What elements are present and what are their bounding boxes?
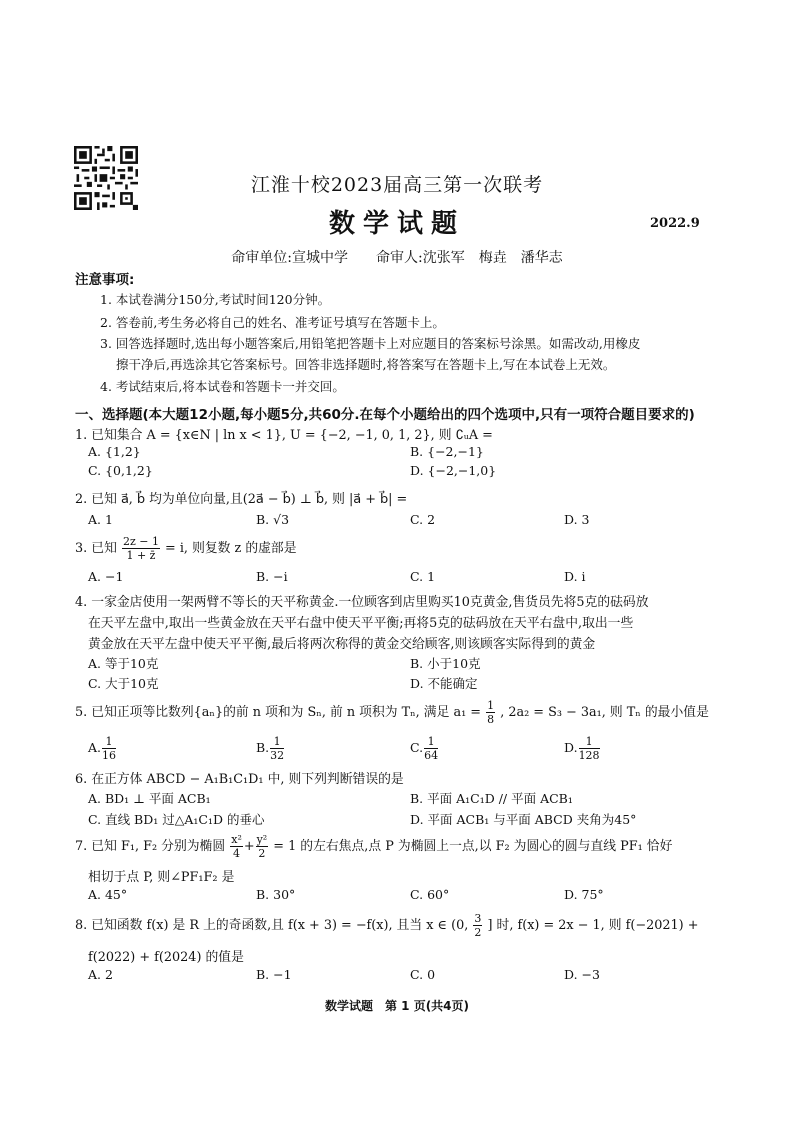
notice-heading: 注意事项: bbox=[75, 272, 135, 288]
q3-option-a: A. −1 bbox=[88, 569, 124, 584]
q3-frac-num: 2z − 1 bbox=[122, 535, 159, 548]
q5-frac-num: 1 bbox=[487, 699, 495, 712]
question-4-stem-line-3: 黄金放在天平左盘中使天平平衡,最后将两次称得的黄金交给顾客,则该顾客实际得到的黄金 bbox=[88, 637, 596, 652]
q4-option-c: C. 大于10克 bbox=[88, 676, 159, 691]
q3-fraction bbox=[122, 536, 160, 561]
q8-option-c: C. 0 bbox=[410, 967, 436, 982]
q8-option-b: B. −1 bbox=[256, 967, 292, 982]
q7-option-d: D. 75° bbox=[564, 887, 604, 902]
q7-option-c: C. 60° bbox=[410, 887, 450, 902]
q5-b-den: 32 bbox=[270, 749, 285, 762]
q3-option-b: B. −i bbox=[256, 569, 288, 584]
exam-name: 江淮十校2023届高三第一次联考 bbox=[250, 174, 544, 196]
q5-c-num: 1 bbox=[424, 736, 438, 749]
notice-item-1: 1. 本试卷满分150分,考试时间120分钟。 bbox=[100, 292, 331, 307]
q5-a-num: 1 bbox=[102, 736, 116, 749]
q5-option-c bbox=[410, 736, 439, 761]
q5-option-d-label: D. bbox=[564, 740, 578, 755]
q5-b-num: 1 bbox=[270, 736, 284, 749]
question-7-stem: 7. 已知 F₁, F₂ 分别为椭圆 $\frac{\text{x²}}{4}$ + $\frac{\text{y²}}{2}$ = 1 的左右焦点,点 P 为椭圆上一点,以 F₂ 为圆心的圆与直线 PF₁ 恰好 bbox=[75, 833, 673, 860]
q5-d-num: 1 bbox=[579, 736, 600, 749]
q7-frac-x-den: 4 bbox=[233, 847, 241, 860]
q8-frac-den: 2 bbox=[474, 926, 482, 939]
question-2-stem: 2. 已知 a⃗, b⃗ 均为单位向量,且(2a⃗ − b⃗) ⊥ b⃗, 则 |a⃗ + b⃗| = bbox=[75, 492, 408, 507]
q1-option-b: B. {−2,−1} bbox=[410, 444, 484, 459]
q8-frac-num: 3 bbox=[474, 912, 482, 925]
q6-option-b: B. 平面 A₁C₁D // 平面 ACB₁ bbox=[410, 791, 573, 806]
q8-option-a: A. 2 bbox=[88, 967, 113, 982]
q5-option-c-fraction bbox=[424, 736, 438, 761]
q5-option-a-label: A. bbox=[88, 740, 102, 755]
q3-option-d: D. i bbox=[564, 569, 586, 584]
q5-option-a bbox=[88, 736, 117, 761]
exam-date: 2022.9 bbox=[650, 216, 700, 231]
q8-option-d: D. −3 bbox=[564, 967, 600, 982]
question-6-stem: 6. 在正方体 ABCD − A₁B₁C₁D₁ 中, 则下列判断错误的是 bbox=[75, 772, 404, 787]
q4-option-a: A. 等于10克 bbox=[88, 656, 159, 671]
q8-stem-suffix: ] 时, f(x) = 2x − 1, 则 f(−2021) + bbox=[487, 918, 699, 933]
page-footer: 数学试题 第 1 页(共4页) bbox=[324, 999, 470, 1013]
q3-option-c: C. 1 bbox=[410, 569, 436, 584]
q8-stem-prefix: 8. 已知函数 f(x) 是 R 上的奇函数,且 f(x + 3) = −f(x), 且当 x ∈ (0, bbox=[75, 918, 469, 933]
q3-frac-den: 1 + z̄ bbox=[126, 549, 156, 562]
q2-option-d: D. 3 bbox=[564, 512, 590, 527]
section-heading: 一、选择题(本大题12小题,每小题5分,共60分.在每个小题给出的四个选项中,只有一项符合题目要求的) bbox=[75, 407, 695, 423]
subject-title: 数学试题 bbox=[328, 209, 465, 239]
q7-frac-x-num: x² bbox=[231, 833, 242, 846]
q7-frac-y-den: 2 bbox=[258, 847, 266, 860]
q7-frac-y-num: y² bbox=[256, 833, 268, 846]
notice-item-4: 4. 考试结束后,将本试卷和答题卡一并交回。 bbox=[100, 379, 345, 394]
q8-fraction bbox=[473, 913, 482, 938]
q6-option-d: D. 平面 ACB₁ 与平面 ABCD 夹角为45° bbox=[410, 812, 637, 827]
q2-option-c: C. 2 bbox=[410, 512, 436, 527]
q4-option-b: B. 小于10克 bbox=[410, 656, 481, 671]
q6-option-c: C. 直线 BD₁ 过△A₁C₁D 的垂心 bbox=[88, 812, 265, 827]
q7-fraction-x bbox=[230, 834, 243, 859]
q5-option-b-fraction bbox=[270, 736, 284, 761]
q2-option-b: B. √3 bbox=[256, 512, 290, 527]
question-5-stem bbox=[75, 700, 709, 725]
q1-option-d: D. {−2,−1,0} bbox=[410, 463, 497, 478]
q5-option-a-fraction bbox=[102, 736, 116, 761]
question-7-stem-line-2: 相切于点 P, 则∠PF₁F₂ 是 bbox=[88, 870, 235, 885]
question-4-stem-line-1: 4. 一家金店使用一架两臂不等长的天平称黄金.一位顾客到店里购买10克黄金,售货员先将5克的砝码放 bbox=[75, 595, 649, 610]
question-4-stem-line-2: 在天平左盘中,取出一些黄金放在天平右盘中使天平平衡;再将5克的砝码放在天平右盘中,取出一些 bbox=[88, 616, 634, 631]
notice-item-3-cont: 擦干净后,再选涂其它答案标号。回答非选择题时,将答案写在答题卡上,写在本试卷上无效。 bbox=[116, 357, 616, 372]
question-1-stem: 1. 已知集合 A = {x∈N | ln x < 1}, U = {−2, −1, 0, 1, 2}, 则 ∁ᵤA = bbox=[75, 428, 493, 443]
q5-fraction bbox=[486, 700, 495, 725]
q7-fraction-y bbox=[256, 834, 269, 859]
q7-option-a: A. 45° bbox=[88, 887, 128, 902]
q5-a-den: 16 bbox=[102, 749, 117, 762]
q3-stem-suffix: = i, 则复数 z 的虚部是 bbox=[165, 541, 297, 556]
notice-item-3: 3. 回答选择题时,选出每小题答案后,用铅笔把答题卡上对应题目的答案标号涂黑。如需改动,用橡皮 bbox=[100, 336, 641, 351]
q5-option-d bbox=[564, 736, 601, 761]
q5-option-d-fraction bbox=[579, 736, 600, 761]
q5-option-b bbox=[256, 736, 285, 761]
q5-option-b-label: B. bbox=[256, 740, 270, 755]
q5-frac-den: 8 bbox=[487, 713, 495, 726]
q1-option-a: A. {1,2} bbox=[88, 444, 141, 459]
q5-stem-suffix: , 2a₂ = S₃ − 3a₁, 则 Tₙ 的最小值是 bbox=[500, 705, 709, 720]
q7-stem-suffix: = 1 的左右焦点,点 P 为椭圆上一点,以 F₂ 为圆心的圆与直线 PF₁ 恰好 bbox=[273, 839, 673, 854]
q5-option-c-label: C. bbox=[410, 740, 424, 755]
q2-option-a: A. 1 bbox=[88, 512, 113, 527]
q1-option-c: C. {0,1,2} bbox=[88, 463, 153, 478]
question-3-stem bbox=[75, 536, 297, 561]
q4-option-d: D. 不能确定 bbox=[410, 676, 478, 691]
q7-stem-prefix: 7. 已知 F₁, F₂ 分别为椭圆 bbox=[75, 839, 226, 854]
q3-stem-prefix: 3. 已知 bbox=[75, 541, 117, 556]
q5-stem-prefix: 5. 已知正项等比数列{aₙ}的前 n 项和为 Sₙ, 前 n 项积为 Tₙ, 满足 a₁ = bbox=[75, 705, 482, 720]
q5-d-den: 128 bbox=[578, 749, 600, 762]
q6-option-a: A. BD₁ ⊥ 平面 ACB₁ bbox=[88, 791, 211, 806]
author-line: 命审单位:宣城中学 命审人:沈张军 梅垚 潘华志 bbox=[231, 250, 563, 266]
q5-c-den: 64 bbox=[424, 749, 439, 762]
question-8-stem-line-2: f(2022) + f(2024) 的值是 bbox=[88, 950, 244, 965]
question-8-stem bbox=[75, 913, 698, 938]
q7-option-b: B. 30° bbox=[256, 887, 296, 902]
notice-item-2: 2. 答卷前,考生务必将自己的姓名、准考证号填写在答题卡上。 bbox=[100, 315, 445, 330]
